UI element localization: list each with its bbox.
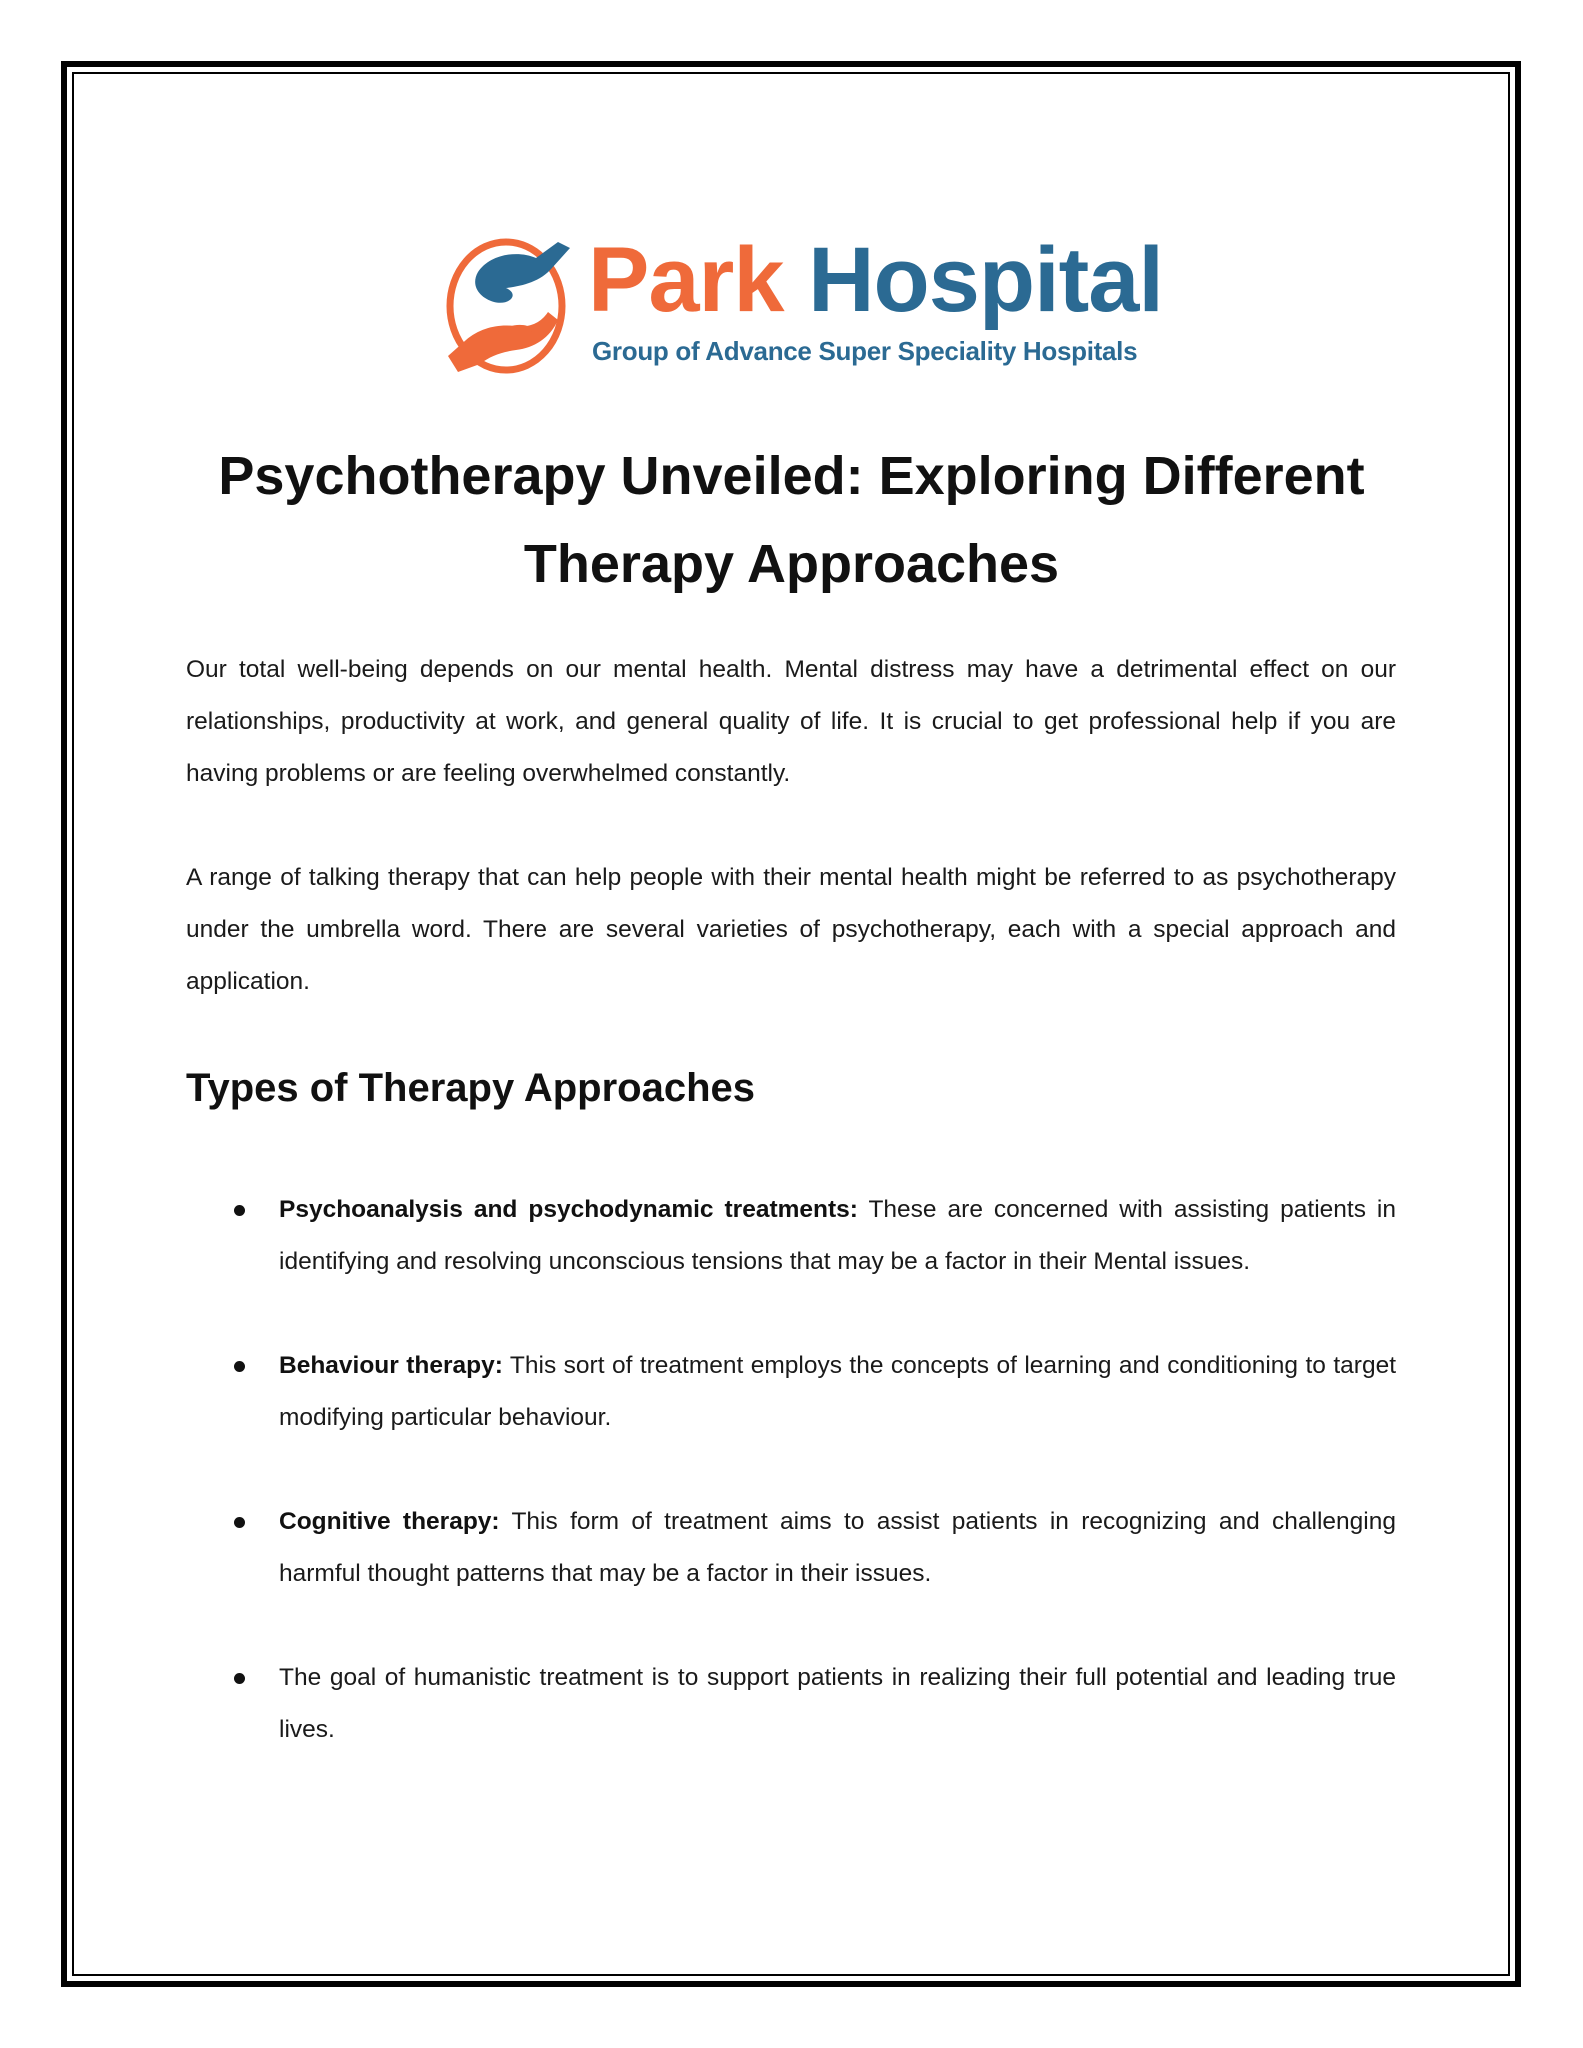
logo-name-park: Park: [588, 229, 784, 331]
bullet-icon: [234, 1673, 245, 1684]
list-item-term: Behaviour therapy:: [279, 1352, 503, 1379]
psychotherapy-paragraph: A range of talking therapy that can help people with their mental health might be referred to as psychotherapy under the umbrella word. There are several varieties of psychotherapy, each with a special approach and application.: [186, 864, 1396, 995]
list-item-term: Psychoanalysis and psychodynamic treatments:: [279, 1196, 858, 1223]
list-item: [186, 1496, 1396, 1600]
list-item-term: Cognitive therapy:: [279, 1508, 500, 1535]
list-item: [186, 1184, 1396, 1288]
park-hospital-logo: [440, 228, 1163, 388]
logo-name-hospital: Hospital: [808, 229, 1163, 331]
page-title: Psychotherapy Unveiled: Exploring Different Therapy Approaches: [218, 446, 1365, 594]
list-item-text: This form of treatment aims to assist patients in recognizing and challenging harmful thought patterns that may be a factor in their issues.: [279, 1508, 1396, 1587]
logo-tagline: Group of Advance Super Speciality Hospitals: [592, 336, 1138, 366]
intro-paragraph: Our total well-being depends on our mental health. Mental distress may have a detrimental effect on our relationships, productivity at work, and general quality of life. It is crucial to get professional help if you are having problems or are feeling overwhelmed constantly.: [186, 656, 1396, 787]
therapy-approaches-list: [186, 1184, 1396, 1808]
bullet-icon: [234, 1517, 245, 1528]
list-item-text: These are concerned with assisting patients in identifying and resolving unconscious tensions that may be a factor in their Mental issues.: [279, 1196, 1396, 1275]
section-heading: Types of Therapy Approaches: [186, 1066, 756, 1110]
bullet-icon: [234, 1205, 245, 1216]
list-item-text: This sort of treatment employs the concepts of learning and conditioning to target modifying particular behaviour.: [279, 1352, 1396, 1431]
list-item: [186, 1340, 1396, 1444]
logo-wordmark: [588, 230, 1163, 330]
hands-circle-logo-icon: [440, 228, 580, 378]
bullet-icon: [234, 1361, 245, 1372]
list-item: [186, 1652, 1396, 1756]
list-item-text: The goal of humanistic treatment is to support patients in realizing their full potential and leading true lives.: [279, 1664, 1396, 1743]
